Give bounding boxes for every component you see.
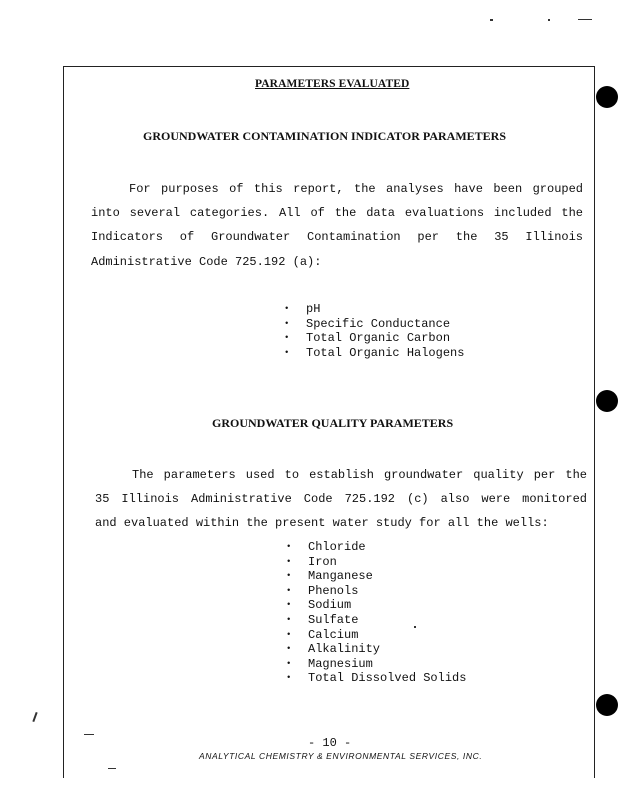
paragraph-line: Indicators of Groundwater Contamination per the 35 Illinois — [91, 230, 583, 244]
page-number: - 10 - — [308, 736, 352, 750]
list-item: • Total Dissolved Solids — [286, 671, 466, 686]
punch-hole-middle — [596, 390, 618, 412]
paragraph-line: and evaluated within the present water study for all the wells: — [95, 516, 549, 530]
scan-speck — [548, 19, 550, 21]
paragraph-line: 35 Illinois Administrative Code 725.192 (c) also were monitored — [95, 492, 587, 506]
indicator-parameter-list — [284, 302, 464, 360]
scan-speck — [108, 768, 116, 769]
paragraph-line: For purposes of this report, the analyses have been grouped — [129, 182, 583, 196]
scan-speck — [578, 19, 592, 20]
punch-hole-bottom — [596, 694, 618, 716]
page-title: PARAMETERS EVALUATED — [255, 78, 410, 90]
section-heading-quality: GROUNDWATER QUALITY PARAMETERS — [212, 416, 454, 430]
list-item: • pH — [284, 302, 464, 317]
scan-speck — [32, 712, 37, 722]
list-item: • Phenols — [286, 584, 466, 599]
footer-company: ANALYTICAL CHEMISTRY & ENVIRONMENTAL SERVICES, INC. — [199, 751, 483, 761]
list-item: • Calcium — [286, 628, 466, 643]
list-item: • Alkalinity — [286, 642, 466, 657]
list-item: • Total Organic Carbon — [284, 331, 464, 346]
punch-hole-top — [596, 86, 618, 108]
scan-speck — [490, 19, 493, 21]
list-item: • Manganese — [286, 569, 466, 584]
list-item: • Specific Conductance — [284, 317, 464, 332]
paragraph-line: Administrative Code 725.192 (a): — [91, 255, 322, 269]
list-item: • Iron — [286, 555, 466, 570]
paragraph-line: The parameters used to establish groundwater quality per the — [132, 468, 587, 482]
quality-parameter-list — [286, 540, 466, 686]
section-heading-indicator: GROUNDWATER CONTAMINATION INDICATOR PARAMETERS — [143, 129, 507, 143]
list-item: • Total Organic Halogens — [284, 346, 464, 361]
list-item: • Chloride — [286, 540, 466, 555]
list-item: • Sodium — [286, 598, 466, 613]
paragraph-line: into several categories. All of the data evaluations included the — [91, 206, 583, 220]
scan-speck — [84, 734, 94, 735]
list-item: • Sulfate — [286, 613, 466, 628]
list-item: • Magnesium — [286, 657, 466, 672]
